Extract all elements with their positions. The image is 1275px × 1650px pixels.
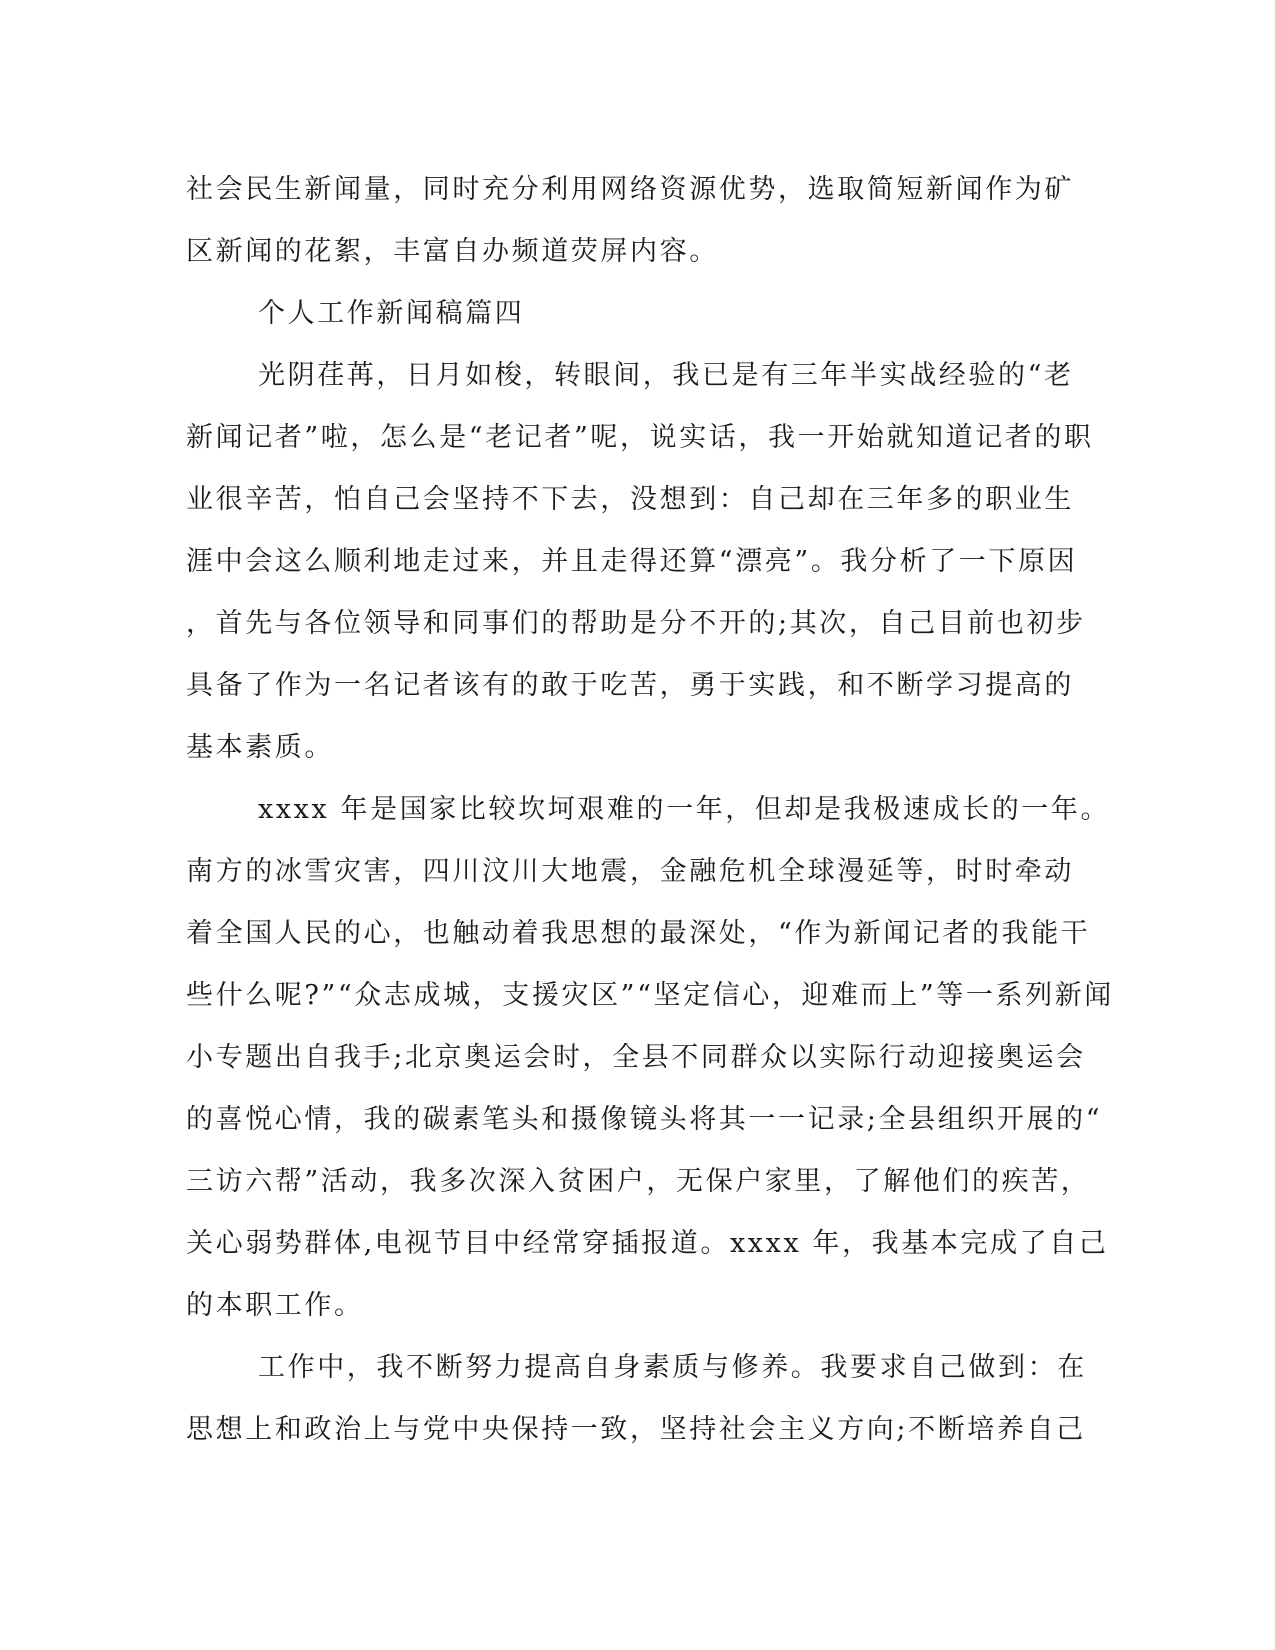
- text-line: 涯中会这么顺利地走过来，并且走得还算“漂亮”。我分析了一下原因: [186, 546, 1078, 577]
- text-line: 些什么呢?”“众志成城，支援灾区”“坚定信心，迎难而上”等一系列新闻: [186, 980, 1114, 1011]
- section-heading-text: 个人工作新闻稿篇四: [258, 298, 525, 329]
- text-line: 小专题出自我手;北京奥运会时，全县不同群众以实际行动迎接奥运会: [186, 1042, 1086, 1073]
- text-line: 三访六帮”活动，我多次深入贫困户，无保户家里，了解他们的疾苦，: [186, 1166, 1091, 1197]
- text-line: 社会民生新闻量，同时充分利用网络资源优势，选取简短新闻作为矿: [186, 174, 1074, 205]
- text-line: 具备了作为一名记者该有的敢于吃苦，勇于实践，和不断学习提高的: [186, 670, 1074, 701]
- paragraph-continuation: [186, 159, 1076, 283]
- paragraph: [186, 1337, 1087, 1461]
- text-line: 着全国人民的心，也触动着我思想的最深处，“作为新闻记者的我能干: [186, 918, 1091, 949]
- text-line: 工作中，我不断努力提高自身素质与修养。我要求自己做到：在: [258, 1352, 1087, 1383]
- text-line: 区新闻的花絮，丰富自办频道荧屏内容。: [186, 236, 719, 267]
- text-line: 的喜悦心情，我的碳素笔头和摄像镜头将其一一记录;全县组织开展的“: [186, 1104, 1103, 1135]
- text-line: ，首先与各位领导和同事们的帮助是分不开的;其次，自己目前也初步: [186, 608, 1086, 639]
- text-line: 业很辛苦，怕自己会坚持不下去，没想到：自己却在三年多的职业生: [186, 484, 1074, 515]
- text-line: xxxx 年是国家比较坎坷艰难的一年，但却是我极速成长的一年。: [258, 794, 1111, 825]
- document-body: [186, 159, 1114, 1461]
- paragraph: [186, 779, 1114, 1337]
- paragraph: [186, 345, 1094, 779]
- text-line: 思想上和政治上与党中央保持一致，坚持社会主义方向;不断培养自己: [186, 1414, 1086, 1445]
- section-heading: [186, 283, 1076, 345]
- text-line: 光阴荏苒，日月如梭，转眼间，我已是有三年半实战经验的“老: [258, 360, 1074, 391]
- text-line: 南方的冰雪灾害，四川汶川大地震，金融危机全球漫延等，时时牵动: [186, 856, 1074, 887]
- text-line: 基本素质。: [186, 732, 334, 763]
- text-line: 的本职工作。: [186, 1290, 364, 1321]
- text-line: 新闻记者”啦，怎么是“老记者”呢，说实话，我一开始就知道记者的职: [186, 422, 1094, 453]
- text-line: 关心弱势群体,电视节目中经常穿插报道。xxxx 年，我基本完成了自己: [186, 1228, 1109, 1259]
